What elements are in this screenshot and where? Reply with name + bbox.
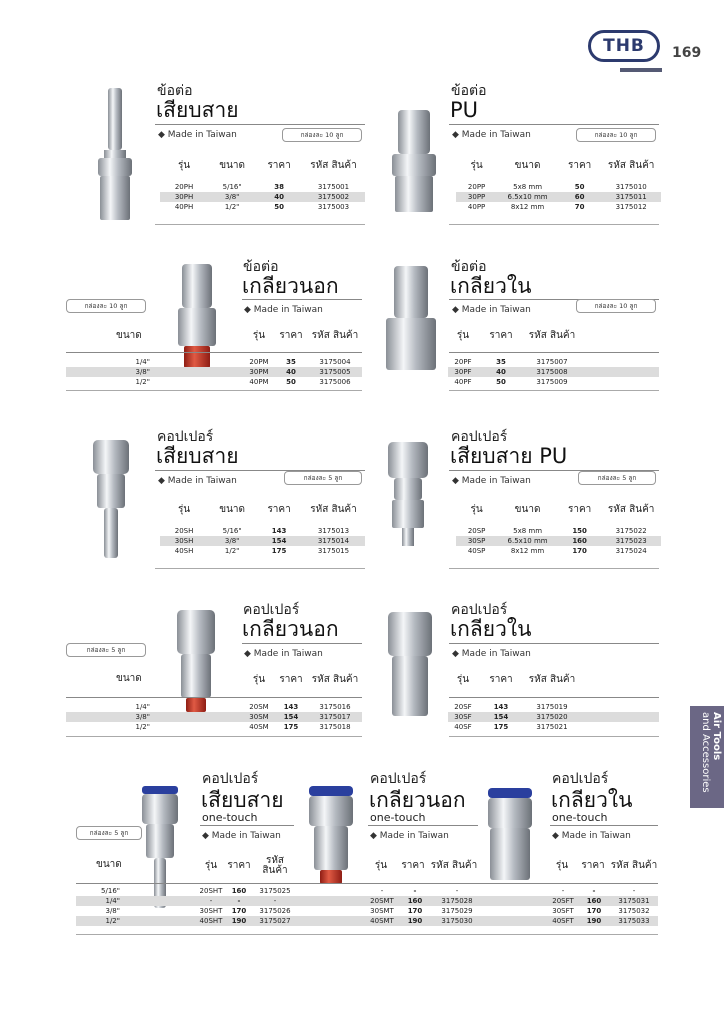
product-image-plug-hose xyxy=(98,88,132,220)
s7-size-1: 3/8" xyxy=(66,712,158,722)
s2-box-qty: กล่องละ 10 ลูก xyxy=(576,128,656,142)
s11-r2-c2: 3175032 xyxy=(618,907,650,915)
s3-rows xyxy=(66,357,362,387)
s2-h-size: ขนาด xyxy=(514,160,541,171)
s10-table xyxy=(366,850,478,882)
s6-r1-c0: 30SP xyxy=(456,536,497,546)
s3-size-1: 3/8" xyxy=(66,367,158,377)
s3-r2-c2: 3175006 xyxy=(319,378,351,386)
s10-r1-c1: 160 xyxy=(398,896,432,906)
s7-r1-c1: 154 xyxy=(274,712,308,722)
s10-made-in: ◆ Made in Taiwan xyxy=(370,831,449,841)
s4-r0-c1: 35 xyxy=(496,358,506,366)
s6-r1-c2: 160 xyxy=(558,536,601,546)
s5-r2-c1: 1/2" xyxy=(224,547,240,555)
s1-r0-c1: 5/16" xyxy=(222,183,242,191)
s5-bottom-rule xyxy=(155,568,365,569)
s9-rows xyxy=(76,886,296,926)
s4-h-code: รหัส สินค้า xyxy=(528,330,576,341)
s8-r2-c0: 40SF xyxy=(454,723,472,731)
s2-r1-c1: 6.5x10 mm xyxy=(497,192,558,202)
s9-made-in: ◆ Made in Taiwan xyxy=(202,831,281,841)
s1-title-2: เสียบสาย xyxy=(156,98,239,122)
s10-r0-c1: - xyxy=(413,887,417,895)
s1-r2-c0: 40PH xyxy=(174,203,194,211)
s2-h-price: ราคา xyxy=(567,160,592,171)
s8-h-price: ราคา xyxy=(489,674,513,685)
s3-size-2: 1/2" xyxy=(135,378,150,386)
s8-rows xyxy=(448,702,659,732)
s3-r0-c2: 3175004 xyxy=(319,358,351,366)
s5-r2-c3: 3175015 xyxy=(317,547,350,555)
s5-made-in: ◆ Made in Taiwan xyxy=(158,476,237,486)
s10-r2-c1: 170 xyxy=(407,907,423,915)
s7-r0-c2: 3175016 xyxy=(319,703,351,711)
s4-table xyxy=(448,320,580,352)
s11-r2-c0: 30SFT xyxy=(552,907,574,915)
s5-r1-c1: 3/8" xyxy=(208,536,256,546)
s7-r2-c1: 175 xyxy=(283,723,299,731)
s10-title-1: คอปเปอร์ xyxy=(370,771,427,787)
s8-r0-c0: 20SF xyxy=(454,703,472,711)
s11-r1-c1: 160 xyxy=(578,896,610,906)
page-number: 169 xyxy=(672,45,702,61)
s9-h-price: ราคา xyxy=(227,860,251,871)
s11-r3-c1: 190 xyxy=(578,916,610,926)
s9-title-3: one-touch xyxy=(202,811,258,824)
s10-r0-c0: - xyxy=(380,887,384,895)
s5-title-1: คอปเปอร์ xyxy=(157,429,214,445)
s2-bottom-rule xyxy=(449,224,659,225)
s1-bottom-rule xyxy=(155,224,365,225)
s3-r1-c0: 30PM xyxy=(244,367,274,377)
s10-made-text: Made in Taiwan xyxy=(379,831,449,841)
s7-h-code: รหัส สินค้า xyxy=(311,674,359,685)
s11-r1-c0: 20SFT xyxy=(548,896,578,906)
s4-h-price: ราคา xyxy=(489,330,513,341)
s5-table xyxy=(160,494,365,556)
s5-made-text: Made in Taiwan xyxy=(167,476,237,486)
s5-h-code: รหัส สินค้า xyxy=(310,504,357,515)
s6-r0-c1: 5x8 mm xyxy=(513,527,543,535)
s2-h-model: รุ่น xyxy=(470,160,483,171)
s6-title-2: เสียบสาย PU xyxy=(450,444,568,468)
s4-title-1: ข้อต่อ xyxy=(451,259,487,275)
s6-bottom-rule xyxy=(449,568,659,569)
s10-title-2: เกลียวนอก xyxy=(369,788,466,812)
s3-bottom-rule xyxy=(66,390,362,391)
s4-r0-c0: 20PF xyxy=(454,358,472,366)
thb-logo: THB xyxy=(588,30,660,62)
s2-r1-c3: 3175011 xyxy=(601,192,661,202)
s2-r2-c3: 3175012 xyxy=(615,203,647,211)
s6-made-text: Made in Taiwan xyxy=(461,476,531,486)
s2-title-1: ข้อต่อ xyxy=(451,83,487,99)
s9-h-model: รุ่น xyxy=(204,860,218,871)
product-image-socket-pu xyxy=(388,442,428,546)
s8-h-model: รุ่น xyxy=(456,674,470,685)
s5-h-size: ขนาด xyxy=(219,504,246,515)
s8-r1-c2: 3175020 xyxy=(524,712,580,722)
s5-h-model: รุ่น xyxy=(177,504,191,515)
s11-r0-c1: - xyxy=(592,887,596,895)
s7-h-model: รุ่น xyxy=(252,674,266,685)
s4-made-in: ◆ Made in Taiwan xyxy=(452,305,531,315)
side-tab-line2: and Accessories xyxy=(700,712,711,793)
s3-h-model: รุ่น xyxy=(252,330,266,341)
s9-bottom-rule xyxy=(76,934,658,935)
s8-bottom-rule xyxy=(449,736,659,737)
s10-r2-c0: 30SMT xyxy=(370,907,394,915)
side-tab-line1: Air Tools xyxy=(711,712,722,761)
s1-r1-c3: 3175002 xyxy=(302,192,365,202)
s4-r1-c1: 40 xyxy=(478,367,524,377)
s2-made-in: ◆ Made in Taiwan xyxy=(452,130,531,140)
s8-r1-c1: 154 xyxy=(478,712,524,722)
s1-title-1: ข้อต่อ xyxy=(157,83,193,99)
s4-made-text: Made in Taiwan xyxy=(461,305,531,315)
s1-rule xyxy=(155,124,365,125)
s3-made-in: ◆ Made in Taiwan xyxy=(244,305,323,315)
s7-r0-c1: 143 xyxy=(283,703,299,711)
s11-made-in: ◆ Made in Taiwan xyxy=(552,831,631,841)
s6-made-in: ◆ Made in Taiwan xyxy=(452,476,531,486)
s11-rule xyxy=(550,825,658,826)
s10-r1-c0: 20SMT xyxy=(366,896,398,906)
s7-r1-c2: 3175017 xyxy=(308,712,362,722)
s10-r2-c2: 3175029 xyxy=(441,907,473,915)
s3-header-rule xyxy=(66,352,362,353)
s7-h-size: ขนาด xyxy=(116,673,142,684)
s8-r2-c1: 175 xyxy=(493,723,509,731)
s2-r0-c1: 5x8 mm xyxy=(513,183,543,191)
s6-h-model: รุ่น xyxy=(470,504,483,515)
s9-size-2: 3/8" xyxy=(105,907,120,915)
s9-r0-c0: 20SHT xyxy=(199,887,223,895)
s9-r2-c2: 3175026 xyxy=(259,907,291,915)
s10-title-3: one-touch xyxy=(370,811,426,824)
s7-bottom-rule xyxy=(66,736,362,737)
s11-r3-c2: 3175033 xyxy=(610,916,658,926)
s4-r1-c0: 30PF xyxy=(448,367,478,377)
s9-r1-c0: - xyxy=(198,896,224,906)
s11-title-2: เกลียวใน xyxy=(551,788,633,812)
s9-h-code: รหัส สินค้า xyxy=(262,855,288,876)
s10-r3-c2: 3175030 xyxy=(432,916,482,926)
s3-r1-c1: 40 xyxy=(274,367,308,377)
s3-title-2: เกลียวนอก xyxy=(242,274,339,298)
s9-r2-c0: 30SHT xyxy=(199,907,223,915)
s2-r2-c0: 40PP xyxy=(467,203,486,211)
s10-h-price: ราคา xyxy=(401,860,425,871)
s9-r1-c2: - xyxy=(254,896,296,906)
product-image-onetouch-female xyxy=(488,788,532,880)
s8-made-in: ◆ Made in Taiwan xyxy=(452,649,531,659)
s4-r0-c2: 3175007 xyxy=(536,358,568,366)
s11-title-1: คอปเปอร์ xyxy=(552,771,609,787)
s10-r0-c2: - xyxy=(455,887,459,895)
s11-title-3: one-touch xyxy=(552,811,608,824)
s8-made-text: Made in Taiwan xyxy=(461,649,531,659)
s5-r0-c0: 20SH xyxy=(174,527,194,535)
s11-r0-c0: - xyxy=(561,887,565,895)
s4-box-qty: กล่องละ 10 ลูก xyxy=(576,299,656,313)
s7-h-price: ราคา xyxy=(279,674,303,685)
s11-table xyxy=(548,850,658,882)
s10-rows xyxy=(296,886,482,926)
s9-h-size: ขนาด xyxy=(96,859,122,870)
s1-r1-c1: 3/8" xyxy=(208,192,256,202)
s7-r1-c0: 30SM xyxy=(244,712,274,722)
s8-r0-c1: 143 xyxy=(493,703,509,711)
s8-table xyxy=(448,664,580,696)
s6-r2-c3: 3175024 xyxy=(615,547,647,555)
s7-title-1: คอปเปอร์ xyxy=(243,602,300,618)
s11-r1-c2: 3175031 xyxy=(610,896,658,906)
s1-r0-c3: 3175001 xyxy=(317,183,350,191)
s6-r0-c3: 3175022 xyxy=(615,527,647,535)
s9-r2-c1: 170 xyxy=(231,907,247,915)
s1-r2-c2: 50 xyxy=(274,203,284,211)
s1-h-price: ราคา xyxy=(267,160,291,171)
s9-table xyxy=(198,850,296,882)
product-image-socket-female xyxy=(388,612,432,716)
s7-r0-c0: 20SM xyxy=(249,703,269,711)
s9-made-text: Made in Taiwan xyxy=(211,831,281,841)
product-image-plug-pu xyxy=(392,110,436,212)
s11-h-price: ราคา xyxy=(581,860,605,871)
s2-r2-c1: 8x12 mm xyxy=(510,203,545,211)
s9-size-1: 1/4" xyxy=(76,896,124,906)
s1-r2-c1: 1/2" xyxy=(224,203,240,211)
product-image-socket-hose xyxy=(93,440,129,558)
product-image-plug-female xyxy=(386,266,436,370)
s6-r0-c2: 150 xyxy=(572,527,587,535)
s1-h-size: ขนาด xyxy=(219,160,246,171)
s3-size-0: 1/4" xyxy=(135,358,150,366)
s4-header-rule xyxy=(449,352,659,353)
s6-r2-c1: 8x12 mm xyxy=(510,547,545,555)
s7-box-qty: กล่องละ 5 ลูก xyxy=(66,643,146,657)
s6-r1-c1: 6.5x10 mm xyxy=(497,536,558,546)
s9-box-qty: กล่องละ 5 ลูก xyxy=(76,826,142,840)
s11-h-code: รหัส สินค้า xyxy=(610,860,658,871)
s10-r3-c1: 190 xyxy=(398,916,432,926)
s10-rule xyxy=(368,825,478,826)
s1-r1-c0: 30PH xyxy=(160,192,208,202)
s11-rows xyxy=(482,886,658,926)
s2-r1-c2: 60 xyxy=(558,192,601,202)
s5-box-qty: กล่องละ 5 ลูก xyxy=(284,471,362,485)
s2-r0-c3: 3175010 xyxy=(615,183,647,191)
s2-table xyxy=(456,150,661,212)
s8-rule xyxy=(449,643,659,644)
s9-title-2: เสียบสาย xyxy=(201,788,284,812)
s3-r0-c0: 20PM xyxy=(249,358,269,366)
s9-rule xyxy=(200,825,294,826)
s9-size-0: 5/16" xyxy=(101,887,120,895)
s1-r0-c2: 38 xyxy=(274,183,284,191)
s3-r2-c0: 40PM xyxy=(249,378,269,386)
s7-table xyxy=(244,664,362,696)
s7-r2-c0: 40SM xyxy=(249,723,269,731)
s9-r0-c2: 3175025 xyxy=(259,887,291,895)
s4-bottom-rule xyxy=(449,390,659,391)
s4-r2-c1: 50 xyxy=(496,378,506,386)
s5-r2-c2: 175 xyxy=(271,547,287,555)
s9-r1-c1: - xyxy=(224,896,254,906)
s7-size-0: 1/4" xyxy=(135,703,150,711)
s5-r1-c0: 30SH xyxy=(160,536,208,546)
s1-made-text: Made in Taiwan xyxy=(167,130,237,140)
s4-title-2: เกลียวใน xyxy=(450,274,532,298)
s3-table xyxy=(244,320,362,352)
s5-r0-c2: 143 xyxy=(271,527,287,535)
s5-r0-c1: 5/16" xyxy=(222,527,242,535)
s3-r1-c2: 3175005 xyxy=(308,367,362,377)
s2-r2-c2: 70 xyxy=(574,203,585,211)
product-image-onetouch-male xyxy=(309,786,353,884)
s1-r1-c2: 40 xyxy=(256,192,302,202)
s3-h-code: รหัส สินค้า xyxy=(311,330,359,341)
s11-r2-c1: 170 xyxy=(586,907,602,915)
s4-h-model: รุ่น xyxy=(456,330,470,341)
s4-r2-c0: 40PF xyxy=(454,378,472,386)
s4-rows xyxy=(448,357,659,387)
s7-made-in: ◆ Made in Taiwan xyxy=(244,649,323,659)
s7-rule xyxy=(242,643,362,644)
s9-header-rule xyxy=(76,883,658,884)
s6-r1-c3: 3175023 xyxy=(601,536,661,546)
s7-r2-c2: 3175018 xyxy=(319,723,351,731)
s6-r2-c0: 40SP xyxy=(467,547,486,555)
s3-h-size: ขนาด xyxy=(116,330,142,341)
s8-r1-c0: 30SF xyxy=(448,712,478,722)
s4-r1-c2: 3175008 xyxy=(524,367,580,377)
s1-h-code: รหัส สินค้า xyxy=(310,160,357,171)
s6-r2-c2: 170 xyxy=(572,547,587,555)
s8-h-code: รหัส สินค้า xyxy=(528,674,576,685)
s1-made-in: ◆ Made in Taiwan xyxy=(158,130,237,140)
s1-table xyxy=(160,150,365,212)
s10-h-code: รหัส สินค้า xyxy=(430,860,478,871)
s2-rule xyxy=(449,124,659,125)
s5-r2-c0: 40SH xyxy=(174,547,194,555)
s5-h-price: ราคา xyxy=(267,504,291,515)
s8-r0-c2: 3175019 xyxy=(536,703,568,711)
s1-box-qty: กล่องละ 10 ลูก xyxy=(282,128,362,142)
s3-rule xyxy=(242,299,362,300)
s7-size-2: 1/2" xyxy=(135,723,150,731)
s8-title-1: คอปเปอร์ xyxy=(451,602,508,618)
s5-title-2: เสียบสาย xyxy=(156,444,239,468)
s7-title-2: เกลียวนอก xyxy=(242,617,339,641)
s3-box-qty: กล่องละ 10 ลูก xyxy=(66,299,146,313)
s9-r3-c0: 40SHT xyxy=(199,917,223,925)
s2-r0-c2: 50 xyxy=(574,183,585,191)
s6-r0-c0: 20SP xyxy=(467,527,486,535)
s8-title-2: เกลียวใน xyxy=(450,617,532,641)
s7-header-rule xyxy=(66,697,362,698)
s3-r2-c1: 50 xyxy=(286,378,296,386)
s9-r3-c2: 3175027 xyxy=(254,916,296,926)
s6-table xyxy=(456,494,661,556)
s7-rows xyxy=(66,702,362,732)
s5-r1-c2: 154 xyxy=(256,536,302,546)
s6-h-code: รหัส สินค้า xyxy=(607,504,655,515)
s11-made-text: Made in Taiwan xyxy=(561,831,631,841)
s2-r1-c0: 30PP xyxy=(456,192,497,202)
s6-box-qty: กล่องละ 5 ลูก xyxy=(578,471,656,485)
s6-title-1: คอปเปอร์ xyxy=(451,429,508,445)
s11-h-model: รุ่น xyxy=(555,860,569,871)
s9-r0-c1: 160 xyxy=(231,887,247,895)
s3-r0-c1: 35 xyxy=(286,358,296,366)
s6-h-price: ราคา xyxy=(567,504,592,515)
s1-r0-c0: 20PH xyxy=(174,183,194,191)
s10-h-model: รุ่น xyxy=(374,860,388,871)
s3-made-text: Made in Taiwan xyxy=(253,305,323,315)
s11-r3-c0: 40SFT xyxy=(548,916,578,926)
s1-h-model: รุ่น xyxy=(177,160,191,171)
s5-r0-c3: 3175013 xyxy=(317,527,350,535)
s5-r1-c3: 3175014 xyxy=(302,536,365,546)
s2-title-2: PU xyxy=(450,98,479,122)
s9-r3-c1: 190 xyxy=(224,916,254,926)
s1-r2-c3: 3175003 xyxy=(317,203,350,211)
s9-size-3: 1/2" xyxy=(76,916,124,926)
s11-r0-c2: - xyxy=(632,887,636,895)
s4-r2-c2: 3175009 xyxy=(536,378,568,386)
s2-r0-c0: 20PP xyxy=(467,183,486,191)
s3-title-1: ข้อต่อ xyxy=(243,259,279,275)
s2-made-text: Made in Taiwan xyxy=(461,130,531,140)
s9-title-1: คอปเปอร์ xyxy=(202,771,259,787)
s10-r3-c0: 40SMT xyxy=(366,916,398,926)
s8-header-rule xyxy=(449,697,659,698)
s6-h-size: ขนาด xyxy=(514,504,541,515)
s10-r1-c2: 3175028 xyxy=(432,896,482,906)
s3-h-price: ราคา xyxy=(279,330,303,341)
s8-r2-c2: 3175021 xyxy=(536,723,568,731)
s2-h-code: รหัส สินค้า xyxy=(607,160,655,171)
s7-made-text: Made in Taiwan xyxy=(253,649,323,659)
